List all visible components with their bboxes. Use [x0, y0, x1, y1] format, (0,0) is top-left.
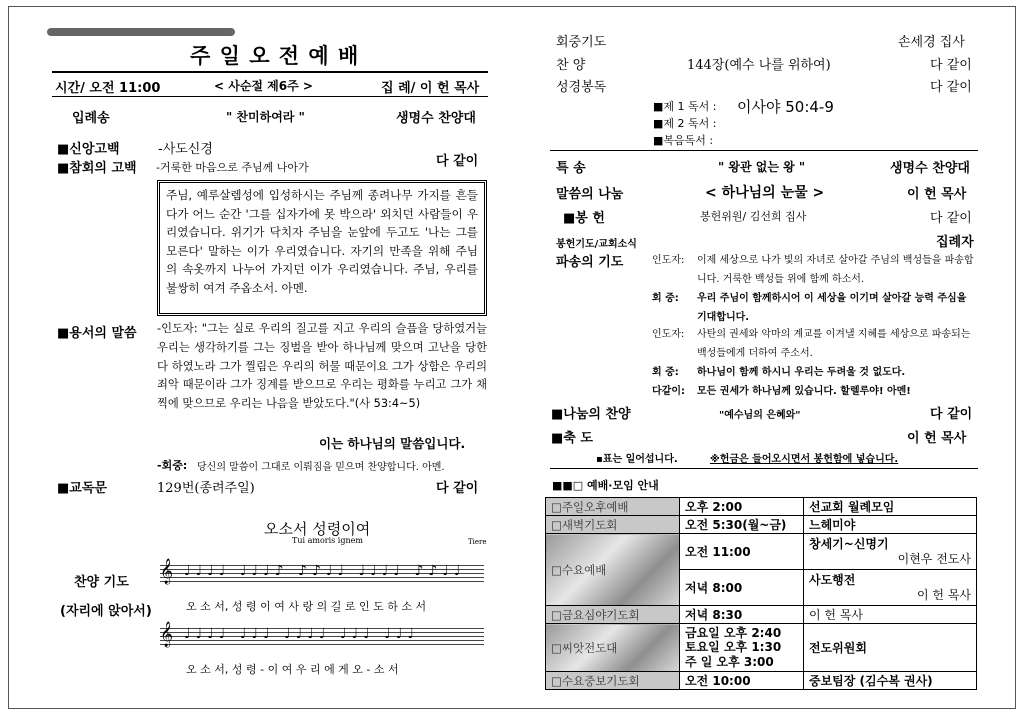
prayer-song-label: 찬양 기도	[74, 575, 129, 590]
sending-line-text: 하나님이 함께 하시니 우리는 두려울 것 없도다.	[697, 367, 906, 378]
absolution-label: ■용서의 말씀	[57, 326, 137, 341]
schedule-time	[680, 624, 804, 672]
schedule-info: 느헤미야	[804, 516, 977, 534]
service-title: 주 일 오 전 예 배	[190, 44, 360, 68]
presider: 집 례/ 이 헌 목사	[381, 81, 480, 96]
sermon-by: 이 헌 목사	[907, 187, 967, 202]
special-song-label: 특 송	[556, 161, 586, 176]
creed-text: -사도신경	[158, 142, 213, 157]
absolution-text: -인도자: "그는 실로 우리의 질고를 지고 우리의 슬픔을 당하였거늘 우리는 생각하기를 그는 징벌을 받아 하나님께 맞으며 고난을 당한다 하였노라 그가 찔림은 우리의 허물 때문이요 그가 상함은 우리의 죄악 때문이라 그가 징계를 받으므로 우리는 평화를 누리고 그가 채찍에 맞으므로 우리는 나음을 받았도다."(사 53:4~5)	[157, 322, 487, 411]
treble-clef-icon: 𝄞	[160, 622, 174, 647]
schedule-info-leader: 이현우 전도사	[897, 551, 971, 566]
schedule-time: 오후 2:00	[680, 498, 804, 516]
schedule-info-main: 사도행전	[809, 572, 856, 587]
row-scripture-label: 성경봉독	[556, 80, 607, 95]
table-row	[546, 498, 977, 516]
confession-text: -거룩한 마음으로 주님께 나아가	[156, 161, 309, 174]
notice-label: 봉헌기도/교회소식	[556, 239, 637, 250]
special-song-by: 생명수 찬양대	[890, 161, 970, 176]
creed-label: ■신앙고백	[57, 142, 120, 157]
schedule-info: 선교회 월례모임	[804, 498, 977, 516]
service-time: 시간/ 오전 11:00	[55, 81, 161, 96]
hymn-label: ■교독문	[57, 481, 107, 496]
standing-note: ▪표는 일어섭니다.	[596, 454, 678, 465]
sharing-song-title: "예수님의 은혜와"	[719, 410, 801, 421]
title-rule	[52, 71, 488, 73]
table-row	[546, 606, 977, 624]
treble-clef-icon: 𝄞	[160, 559, 174, 584]
schedule-title: ■■□ 예배·모임 안내	[552, 479, 659, 492]
table-row	[546, 624, 977, 672]
schedule-name: □주일오후예배	[546, 498, 680, 516]
schedule-time-line: 토요일 오후 1:30	[685, 640, 782, 655]
hymn-by: 다 같이	[436, 481, 479, 496]
notes-icon: ♩♩♩♩ ♩♩♩ ♩♩♩♩ ♩♩♩ ♩♩♩	[184, 626, 420, 642]
time-rule	[52, 96, 488, 97]
schedule-time-line: 금요일 오후 2:40	[685, 625, 782, 640]
row-praise-label: 찬 양	[556, 58, 586, 73]
row-praise-hymn: 144장(예수 나를 위하여)	[687, 58, 831, 73]
sermon-label: 말씀의 나눔	[556, 187, 624, 202]
music-staff-1	[160, 559, 484, 585]
schedule-name: □수요중보기도회	[546, 672, 680, 690]
sending-speaker: 인도자:	[652, 329, 685, 340]
schedule-name: □새벽기도회	[546, 516, 680, 534]
blessing-label: ■축 도	[551, 431, 593, 446]
table-row	[546, 534, 977, 570]
schedule-time-line: 주 일 오후 3:00	[685, 654, 774, 669]
sending-line-text: 이제 세상으로 나가 빛의 자녀로 살아갈 주님의 백성들을 파송합니다. 거룩한 백성들 위에 함께 하소서.	[697, 255, 974, 285]
schedule-time: 오전 5:30(월~금)	[680, 516, 804, 534]
schedule-top-rule	[550, 468, 978, 469]
prayer-song-note: (자리에 앉아서)	[60, 604, 152, 619]
sharing-song-label: ■나눔의 찬양	[551, 407, 631, 422]
sending-speaker: 다같이:	[652, 386, 685, 397]
schedule-info	[804, 570, 977, 606]
score-lyrics-1: 오 소 서, 성 령 이 여 사 랑 의 길 로 인 도 하 소 서	[186, 600, 427, 613]
schedule-name: □수요예배	[546, 534, 680, 606]
absolution-closing: 이는 하나님의 말씀입니다.	[319, 436, 466, 451]
row-scripture-by: 다 같이	[930, 80, 972, 95]
confession-prayer-box: 주님, 예루살렘성에 입성하시는 주님께 종려나무 가지를 흔들다가 어느 순간 '그를 십자가에 못 박으라' 외치던 사람들이 우리였습니다. 위기가 닥치자 주님을 눈앞에 두고도 '나는 그를 모른다' 말하는 이가 우리였습니다. 자기의 만족을 위해 주님의 속옷까지 나누어 가지던 이가 우리였습니다. 주님, 우리를 불쌍히 여겨 주옵소서. 아멘.	[157, 180, 487, 316]
schedule-time: 오전 11:00	[680, 534, 804, 570]
reading-1-label: ■제 1 독서 :	[653, 100, 717, 113]
schedule-name: □씨앗전도대	[546, 624, 680, 672]
schedule-info: 전도위원회	[804, 624, 977, 672]
schedule-info	[804, 534, 977, 570]
special-song-title: " 왕관 없는 왕 "	[718, 160, 806, 174]
music-staff-2	[160, 622, 484, 648]
schedule-time: 저녁 8:30	[680, 606, 804, 624]
row-praise-by: 다 같이	[930, 58, 972, 73]
sharing-song-by: 다 같이	[930, 407, 973, 422]
opening-song-title: " 찬미하여라 "	[226, 110, 305, 124]
sending-line-text: 모든 권세가 하나님께 있습니다. 할렐루야! 아멘!	[697, 386, 911, 397]
offering-committee: 봉헌위원/ 김선희 집사	[700, 210, 807, 223]
schedule-info: 이 헌 목사	[804, 606, 977, 624]
sending-prayer-label: 파송의 기도	[556, 255, 624, 270]
blessing-by: 이 헌 목사	[907, 431, 967, 446]
offering-label: ■봉 헌	[563, 211, 605, 226]
sending-speaker: 인도자:	[652, 255, 685, 266]
sending-speaker: 회 중:	[652, 367, 679, 378]
schedule-info: 중보팀장 (김수복 권사)	[804, 672, 977, 690]
score-lyrics-2: 오 소 서, 성 령 - 이 여 우 리 에 게 오 - 소 서	[186, 663, 399, 676]
score-title: 오소서 성령이여	[264, 520, 371, 538]
sending-speaker: 회 중:	[652, 293, 679, 304]
schedule-info-main: 창세기~신명기	[809, 536, 889, 551]
opening-song-by: 생명수 찬양대	[396, 111, 476, 126]
confession-by: 다 같이	[436, 154, 479, 169]
score-composer: Tiere	[468, 538, 487, 546]
top-decorative-bar	[47, 28, 235, 36]
schedule-table	[545, 497, 977, 690]
opening-song-label: 입례송	[72, 111, 110, 126]
score-subtitle: Tui amoris ignem	[292, 536, 363, 545]
sermon-title: < 하나님의 눈물 >	[705, 185, 825, 201]
schedule-name: □금요심야기도회	[546, 606, 680, 624]
response-text: 당신의 말씀이 그대로 이뤄짐을 믿으며 찬양합니다. 아멘.	[197, 462, 445, 473]
offering-note: ※헌금은 들어오시면서 봉헌함에 넣습니다.	[710, 454, 899, 465]
schedule-info-leader: 이 헌 목사	[917, 587, 971, 602]
sending-line-text: 사탄의 권세와 악마의 계교를 이겨낼 지혜를 세상으로 파송되는 백성들에게 더하여 주소서.	[697, 329, 971, 359]
schedule-time: 저녁 8:00	[680, 570, 804, 606]
reading-1-text: 이사야 50:4-9	[737, 98, 834, 116]
response-label: -회중:	[157, 459, 188, 472]
row-congregation-prayer-label: 회중기도	[556, 35, 607, 50]
readings-rule	[550, 150, 978, 151]
confession-label: ■참회의 고백	[57, 161, 137, 176]
offering-by: 다 같이	[930, 211, 972, 226]
table-row	[546, 516, 977, 534]
notice-by: 집례자	[936, 235, 974, 250]
sending-line-text: 우리 주님이 함께하시어 이 세상을 이기며 살아갈 능력 주심을 기대합니다.	[697, 293, 967, 323]
notes-icon: ♩♩♩♩ ♩♩♩♪ ♪♪♩♩ ♩♩♩♩ ♪♪♩♩	[184, 563, 466, 579]
reading-2-label: ■제 2 독서 :	[653, 117, 717, 130]
hymn-text: 129번(종려주일)	[157, 481, 255, 496]
table-row	[546, 672, 977, 690]
reading-3-label: ■복음독서 :	[653, 134, 714, 147]
row-congregation-prayer-by: 손세경 집사	[898, 35, 965, 50]
schedule-time: 오전 10:00	[680, 672, 804, 690]
liturgical-season: < 사순절 제6주 >	[214, 79, 313, 93]
